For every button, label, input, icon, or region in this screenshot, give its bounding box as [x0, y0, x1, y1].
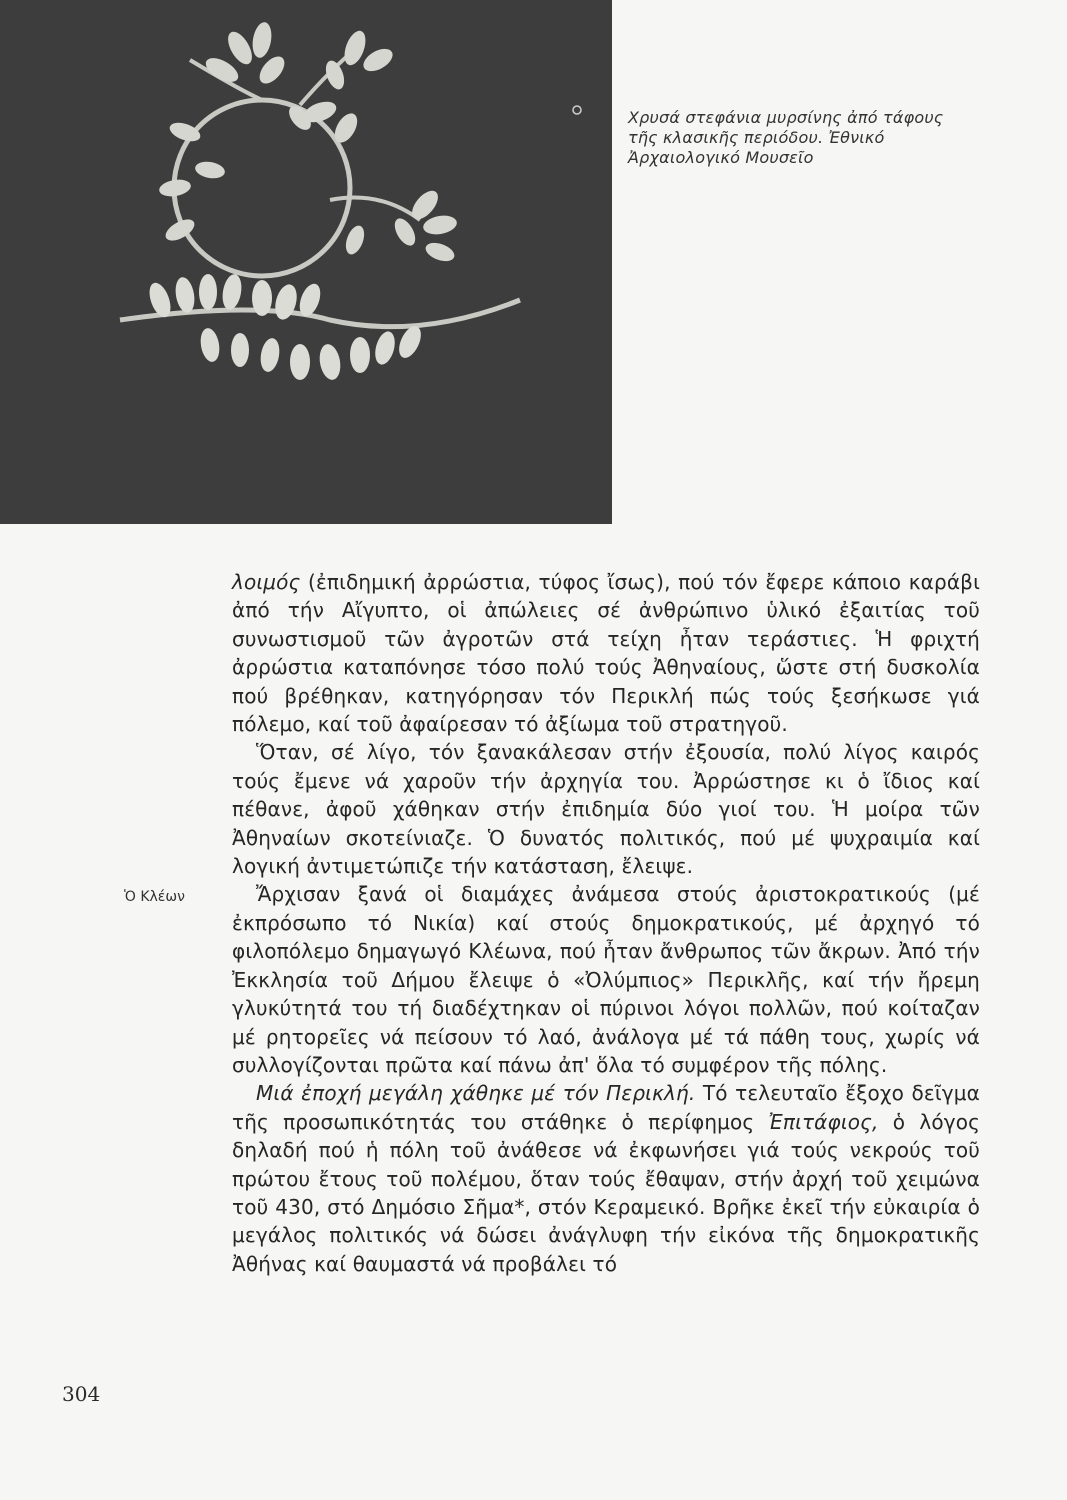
paragraph-4-text-a: Τό τελευταῖο ἔξοχο δεῖγμα τῆς προσωπικότητάς του στάθηκε ὁ περίφημος: [232, 1081, 980, 1134]
main-text: [232, 568, 980, 1278]
paragraph-4: [232, 1079, 980, 1278]
wreath-photo: [0, 0, 612, 524]
paragraph-1-italic: λοιμός: [232, 570, 301, 594]
margin-note-kleon: Ὁ Κλέων: [124, 889, 185, 905]
paragraph-1-text: (ἐπιδημική ἀρρώστια, τύφος ἴσως), πού τόν ἔφερε κάποιο καράβι ἀπό τήν Αἴγυπτο, οἱ ἀπώλειες σέ ἀνθρώπινο ὑλικό ἐξαιτίας τοῦ συνωστισμοῦ τῶν ἀγροτῶν στά τείχη ἦταν τεράστιες. Ἡ φριχτή ἀρρώστια καταπόνησε τόσο πολύ τούς Ἀθηναίους, ὥστε στή δυσκολία πού βρέθηκαν, κατηγόρησαν τόν Περικλή πώς τούς ξεσήκωσε γιά πόλεμο, καί τοῦ ἀφαίρεσαν τό ἀξίωμα τοῦ στρατηγοῦ.: [232, 570, 980, 737]
figure-caption: Χρυσά στεφάνια μυρσίνης ἀπό τάφους τῆς κλασικῆς περιόδου. Ἐθνικό Ἀρχαιολογικό Μουσεῖο: [628, 108, 944, 167]
paragraph-2: Ὅταν, σέ λίγο, τόν ξανακάλεσαν στήν ἐξουσία, πολύ λίγος καιρός τούς ἔμενε νά χαροῦν τήν ἀρχηγία του. Ἀρρώστησε κι ὁ ἴδιος καί πέθανε, ἀφοῦ χάθηκαν στήν ἐπιδημία δύο γιοί του. Ἡ μοίρα τῶν Ἀθηναίων σκοτείνιαζε. Ὁ δυνατός πολιτικός, πού μέ ψυχραιμία καί λογική ἀντιμετώπιζε τήν κατάσταση, ἔλειψε.: [232, 740, 980, 879]
wreath-illustration: [0, 0, 612, 524]
paragraph-1: [232, 568, 980, 738]
page-number: 304: [62, 1382, 101, 1406]
paragraph-4-italic-a: Μιά ἐποχή μεγάλη χάθηκε μέ τόν Περικλή.: [256, 1081, 696, 1106]
paragraph-4-italic-b: Ἐπιτάφιος,: [768, 1109, 879, 1134]
paragraph-3: Ἄρχισαν ξανά οἱ διαμάχες ἀνάμεσα στούς ἀριστοκρατικούς (μέ ἐκπρόσωπο τό Νικία) καί στούς δημοκρατικούς, μέ ἀρχηγό τό φιλοπόλεμο δημαγωγό Κλέωνα, πού ἦταν ἄνθρωπος τῶν ἄκρων. Ἀπό τήν Ἐκκλησία τοῦ Δήμου ἔλειψε ὁ «Ὀλύμπιος» Περικλῆς, καί τήν ἤρεμη γλυκύτητά του τή διαδέχτηκαν οἱ πύρινοι λόγοι πολλῶν, πού κοίταζαν μέ ρητορεῖες νά πείσουν τό λαό, ἀνάλογα μέ τά πάθη τους, χωρίς νά συλλογίζονται πρῶτα καί πάνω ἀπ' ὅλα τό συμφέρον τῆς πόλης.: [232, 882, 980, 1077]
paragraph-4-text-b: ὁ λόγος δηλαδή πού ἡ πόλη τοῦ ἀνάθεσε νά ἐκφωνήσει γιά τούς νεκρούς τοῦ πρώτου ἔτους τοῦ πολέμου, ὅταν τούς ἔθαψαν, στήν ἀρχή τοῦ χειμώνα τοῦ 430, στό Δημόσιο Σῆμα*, στόν Κεραμεικό. Βρῆκε ἐκεῖ τήν εὐκαιρία ὁ μεγάλος πολιτικός νά δώσει ἀνάγλυφη τήν εἰκόνα τῆς δημοκρατικῆς Ἀθήνας καί θαυμαστά νά προβάλει τό: [232, 1109, 980, 1276]
